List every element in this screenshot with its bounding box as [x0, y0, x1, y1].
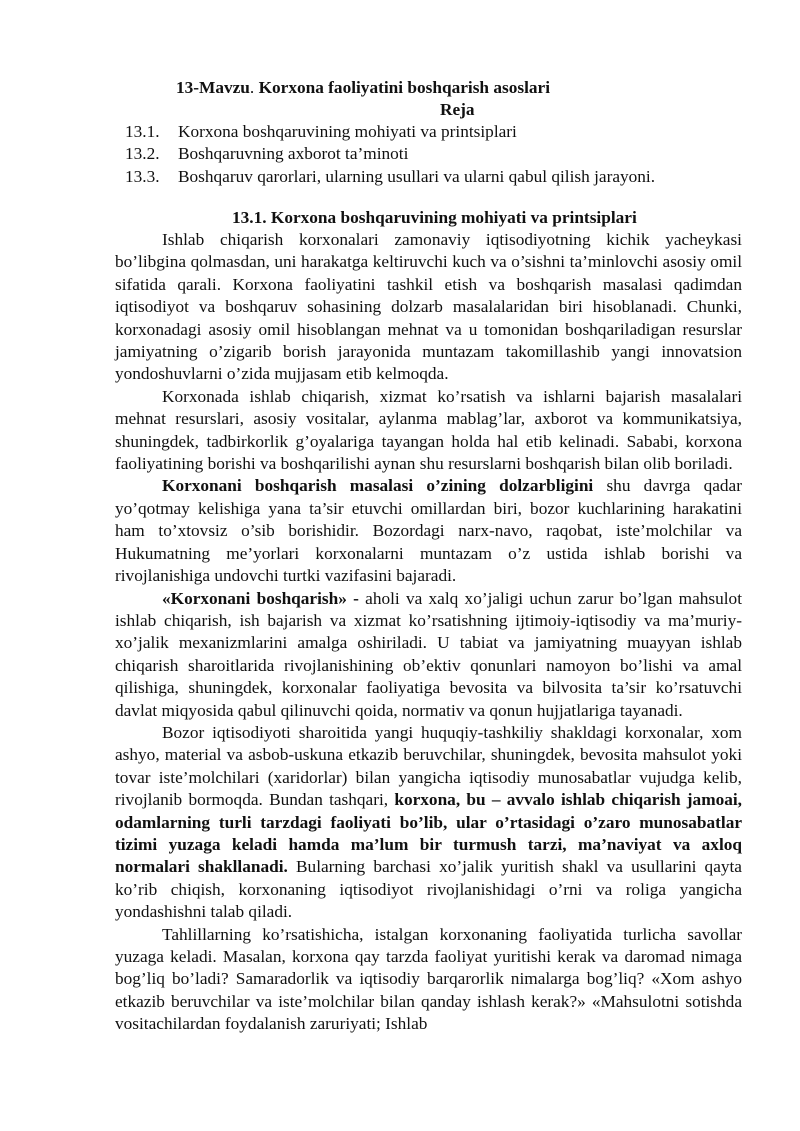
plan-heading: Reja	[440, 100, 475, 119]
emphasis-text: korxona, bu – avvalo ishlab chiqarish jamoai, odamlarning turli tarzdagi faoliyati bo’lib, ular o’rtasidagi o’zaro munosabatlar tizimi yuzaga keladi hamda ma’lum bir turmush tarzi, ma’naviyat va axloq normalari shakllanadi.	[115, 790, 742, 877]
emphasis-text: Korxonani boshqarish masalasi o’zining dolzarbligini	[162, 476, 594, 496]
plan-item-text: Korxona boshqaruvining mohiyati va printsiplari	[178, 122, 517, 141]
emphasis-text: «Korxonani boshqarish» -	[162, 588, 359, 608]
paragraph-text: shu davrga qadar yo’qotmay kelishiga yana ta’sir etuvchi omillardan biri, bozor kuchlarining harakatini ham to’xtovsiz o’sib borishidir. Bozordagi narx-navo, raqobat, iste’molchilar va Hukumatning me’yorlari korxonalarni muntazam o’z ustida ishlab borishi va rivojlanishiga undovchi turtki vazifasini bajaradi.	[115, 476, 742, 586]
plan-item-text: Boshqaruv qarorlari, ularning usullari va ularni qabul qilish jarayoni.	[178, 166, 656, 186]
paragraph	[115, 475, 742, 587]
paragraph-text: Bozor iqtisodiyoti sharoitida yangi huquqiy-tashkiliy shakldagi korxonalar, xom ashyo, material va asbob-uskuna etkazib beruvchilar, shuningdek, bevosita mahsulot yoki tovar iste’molchilari (xaridorlar) bilan yangicha iqtisodiy munosabatlar vujudga kelib, rivojlanib bormoqda. Bundan tashqari,	[115, 722, 742, 810]
plan-item	[125, 143, 655, 165]
paragraph	[115, 722, 742, 924]
paragraph-text: aholi va xalq xo’jaligi uchun zarur bo’lgan mahsulot ishlab chiqarish, ish bajarish va xizmat ko’rsatishning ijtimoiy-iqtisodiy va ma’muriy-xo’jalik mexanizmlarini amalga oshiriladi. U tabiat va jamiyatning muayyan ishlab chiqarish sharoitlarida rivojlanishining ob’ektiv qonunlari namoyon bo’lishi va amal qilishiga, shuningdek, korxonalar faoliyatiga bevosita va bilvosita ta’sir ko’rsatuvchi davlat miqyosida qabul qilinuvchi qoida, normativ va qonun hujjatlariga tayanadi.	[115, 588, 743, 720]
topic-label: 13-Mavzu	[176, 78, 250, 97]
plan-item-number: 13.2.	[125, 144, 160, 164]
paragraph: Tahlillarning ko’rsatishicha, istalgan korxonaning faoliyatida turlicha savollar yuzaga keladi. Masalan, korxona qay tarzda faoliyat yuritishi kerak va daromad nimaga bog’liq bo’ladi? Samaradorlik va iqtisodiy barqarorlik nimalarga bog’liq? «Xom ashyo etkazib beruvchilar va iste’molchilar bilan qanday ishlash kerak?» «Mahsulotni sotishda vositachilardan foydalanish zaruriyati; Ishlab	[115, 924, 742, 1034]
plan-list	[125, 121, 655, 188]
section-body	[115, 229, 742, 1036]
topic-separator: .	[249, 78, 259, 97]
plan-item-number: 13.1.	[125, 122, 160, 141]
topic-name: Korxona faoliyatini boshqarish asoslari	[258, 78, 550, 97]
paragraph: Korxonada ishlab chiqarish, xizmat ko’rsatish va ishlarni bajarish masalalari mehnat resurslari, asosiy vositalar, aylanma mablag’lar, axborot va kommunikatsiya, shuningdek, tadbirkorlik g’oyalariga tayangan holda hal etib kelinadi. Sababi, korxona faoliyatining borishi va boshqarilishi aynan shu resurslarni boshqarish bilan olib boriladi.	[115, 386, 742, 474]
topic-title	[176, 77, 550, 99]
paragraph: Ishlab chiqarish korxonalari zamonaviy iqtisodiyotning kichik yacheykasi bo’libgina qolmasdan, uni harakatga keltiruvchi kuch va o’sishni ta’minlovchi asosiy omil sifatida qarali. Korxona faoliyatini tashkil etish va boshqarish masalasi qadimdan iqtisodiyot va boshqaruv sohasining dolzarb masalalaridan biri hisoblanadi. Chunki, korxonadagi asosiy omil hisoblangan mehnat va u tomonidan boshqariladigan resurslar jamiyatning o’zigarib borish jarayonida muntazam takomillashib yangi innovatsion yondoshuvlarni o’zida mujjasam etib kelmoqda.	[115, 230, 742, 384]
plan-item	[125, 166, 655, 188]
plan-item-text: Boshqaruvning axborot ta’minoti	[178, 144, 409, 164]
plan-item	[125, 121, 655, 143]
section-heading: 13.1. Korxona boshqaruvining mohiyati va printsiplari	[232, 208, 637, 227]
plan-item-number: 13.3.	[125, 166, 160, 186]
paragraph	[115, 588, 742, 722]
paragraph-text: Bularning barchasi xo’jalik yuritish shakl va usullarini qayta ko’rib chiqish, korxonaning iqtisodiyot rivojlanishidagi o’rni va roliga yangicha yondashishni talab qiladi.	[115, 857, 742, 922]
